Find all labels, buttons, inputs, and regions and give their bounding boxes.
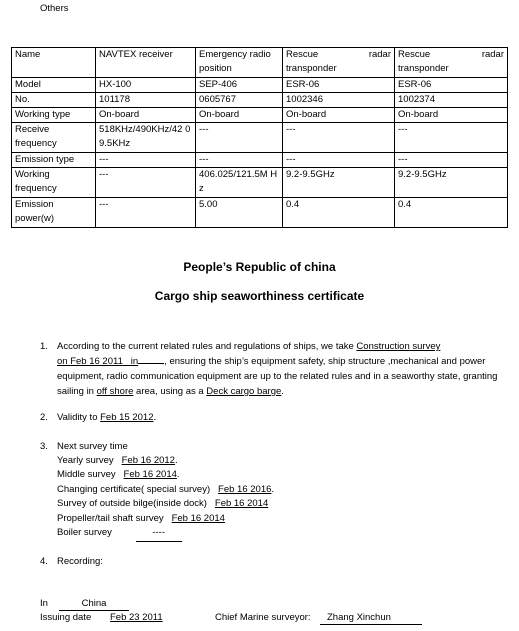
- survey-date: Feb 16 2016: [218, 484, 272, 495]
- survey-name: Yearly survey: [57, 455, 114, 466]
- item-1-text: in: [130, 356, 139, 367]
- table-cell: 101178: [96, 93, 196, 108]
- issuing-date-value: [110, 611, 163, 625]
- table-row: [12, 168, 508, 198]
- item-1-paragraph: [57, 339, 507, 399]
- header-word: radar: [481, 49, 504, 60]
- table-cell: On-board: [283, 108, 395, 123]
- item-number: 4.: [40, 556, 48, 567]
- survey-name: Propeller/tail shaft survey: [57, 513, 164, 524]
- table-cell: Emission type: [12, 153, 96, 168]
- issuing-date: Feb 23 2011: [110, 612, 163, 623]
- item-1-text: , ensuring the ship’s equipment safety, ship structure ,mechanical and power equipment, radio communication equipment are up to the related rules and in a seaworthy state, granting sailing in: [57, 356, 498, 397]
- item-number: 1.: [40, 341, 48, 352]
- survey-type-value: Construction survey: [356, 341, 441, 352]
- country-title: People’s Republic of china: [183, 260, 336, 274]
- header-word: radar: [368, 49, 391, 60]
- table-cell: 1002346: [283, 93, 395, 108]
- item-1-text: on: [57, 356, 68, 367]
- item-1-text: area, using as a: [136, 386, 204, 397]
- survey-date: ----: [136, 526, 182, 542]
- table-cell: ---: [96, 168, 196, 198]
- survey-name: Boiler survey: [57, 527, 112, 538]
- table-cell: ESR-06: [395, 78, 508, 93]
- table-cell: 0.4: [283, 198, 395, 228]
- table-cell: Receive frequency: [12, 123, 96, 153]
- table-row: [12, 78, 508, 93]
- table-cell: ---: [96, 198, 196, 228]
- header-word: transponder: [398, 63, 449, 74]
- table-cell: ---: [395, 153, 508, 168]
- use-value: Deck cargo barge: [206, 386, 282, 397]
- table-header-cell: NAVTEX receiver: [96, 48, 196, 78]
- survey-row: [57, 497, 268, 512]
- survey-row: [57, 454, 178, 469]
- item-1-text: .: [281, 386, 284, 397]
- survey-end: .: [174, 455, 178, 466]
- table-cell: 9.2-9.5GHz: [395, 168, 508, 198]
- header-word: Rescue: [398, 49, 431, 60]
- table-row: [12, 123, 508, 153]
- table-cell: ESR-06: [283, 78, 395, 93]
- table-cell: On-board: [395, 108, 508, 123]
- survey-row: [57, 483, 274, 498]
- item-1-text: According to the current related rules and regulations of ships, we take: [57, 341, 354, 352]
- table-cell: 0605767: [196, 93, 283, 108]
- table-row: [12, 93, 508, 108]
- survey-name: Survey of outside bilge(inside dock): [57, 498, 207, 509]
- surveyor-label: Chief Marine surveyor:: [215, 612, 311, 623]
- validity-date: Feb 15 2012: [100, 412, 154, 423]
- table-row: [12, 108, 508, 123]
- survey-date: Feb 16 2014: [171, 513, 225, 524]
- table-cell: Model: [12, 78, 96, 93]
- survey-row: [57, 512, 225, 527]
- recording-label: Recording:: [57, 556, 103, 567]
- table-header-cell: Name: [12, 48, 96, 78]
- validity-label: Validity to: [57, 412, 98, 423]
- table-cell: 1002374: [395, 93, 508, 108]
- table-cell: On-board: [196, 108, 283, 123]
- survey-end: .: [176, 469, 180, 480]
- place-value: China: [59, 597, 129, 611]
- place-value: [138, 363, 164, 364]
- certificate-title: Cargo ship seaworthiness certificate: [154, 289, 365, 303]
- table-row: [12, 198, 508, 228]
- table-cell: Working type: [12, 108, 96, 123]
- table-cell: SEP-406: [196, 78, 283, 93]
- item-2-line: [57, 410, 156, 425]
- item-number: 3.: [40, 441, 48, 452]
- survey-row: [57, 526, 182, 542]
- table-header-cell: [395, 48, 508, 78]
- table-cell: No.: [12, 93, 96, 108]
- place-label: In: [40, 598, 48, 609]
- table-cell: Working frequency: [12, 168, 96, 198]
- header-word: transponder: [286, 63, 337, 74]
- survey-date: Feb 16 2014: [123, 469, 177, 480]
- surveyor-value: Zhang Xinchun: [320, 611, 422, 625]
- table-cell: ---: [395, 123, 508, 153]
- table-cell: ---: [196, 153, 283, 168]
- survey-row: [57, 468, 180, 483]
- table-cell: 0.4: [395, 198, 508, 228]
- next-survey-label: Next survey time: [57, 441, 128, 452]
- survey-name: Changing certificate( special survey): [57, 484, 211, 495]
- section-label: Others: [40, 3, 69, 14]
- equipment-table: [11, 47, 508, 228]
- survey-date: Feb 16 2014: [214, 498, 269, 509]
- table-header-cell: [283, 48, 395, 78]
- table-cell: 518KHz/490KHz/42 09.5KHz: [96, 123, 196, 153]
- table-cell: 9.2-9.5GHz: [283, 168, 395, 198]
- table-cell: ---: [283, 153, 395, 168]
- table-cell: 5.00: [196, 198, 283, 228]
- table-cell: 406.025/121.5M Hz: [196, 168, 283, 198]
- table-header-row: [12, 48, 508, 78]
- survey-end: .: [271, 484, 275, 495]
- survey-date: Feb 16 2012: [121, 455, 175, 466]
- table-cell: ---: [283, 123, 395, 153]
- table-cell: ---: [196, 123, 283, 153]
- table-row: [12, 153, 508, 168]
- table-header-cell: Emergency radio position: [196, 48, 283, 78]
- item-number: 2.: [40, 412, 48, 423]
- table-cell: Emission power(w): [12, 198, 96, 228]
- table-cell: ---: [96, 153, 196, 168]
- validity-end: .: [153, 412, 157, 423]
- area-value: off shore: [96, 386, 134, 397]
- table-cell: HX-100: [96, 78, 196, 93]
- issuing-date-label: Issuing date: [40, 612, 92, 623]
- table-cell: On-board: [96, 108, 196, 123]
- survey-date-value: Feb 16 2011: [70, 356, 123, 367]
- header-word: Rescue: [286, 49, 319, 60]
- survey-name: Middle survey: [57, 469, 116, 480]
